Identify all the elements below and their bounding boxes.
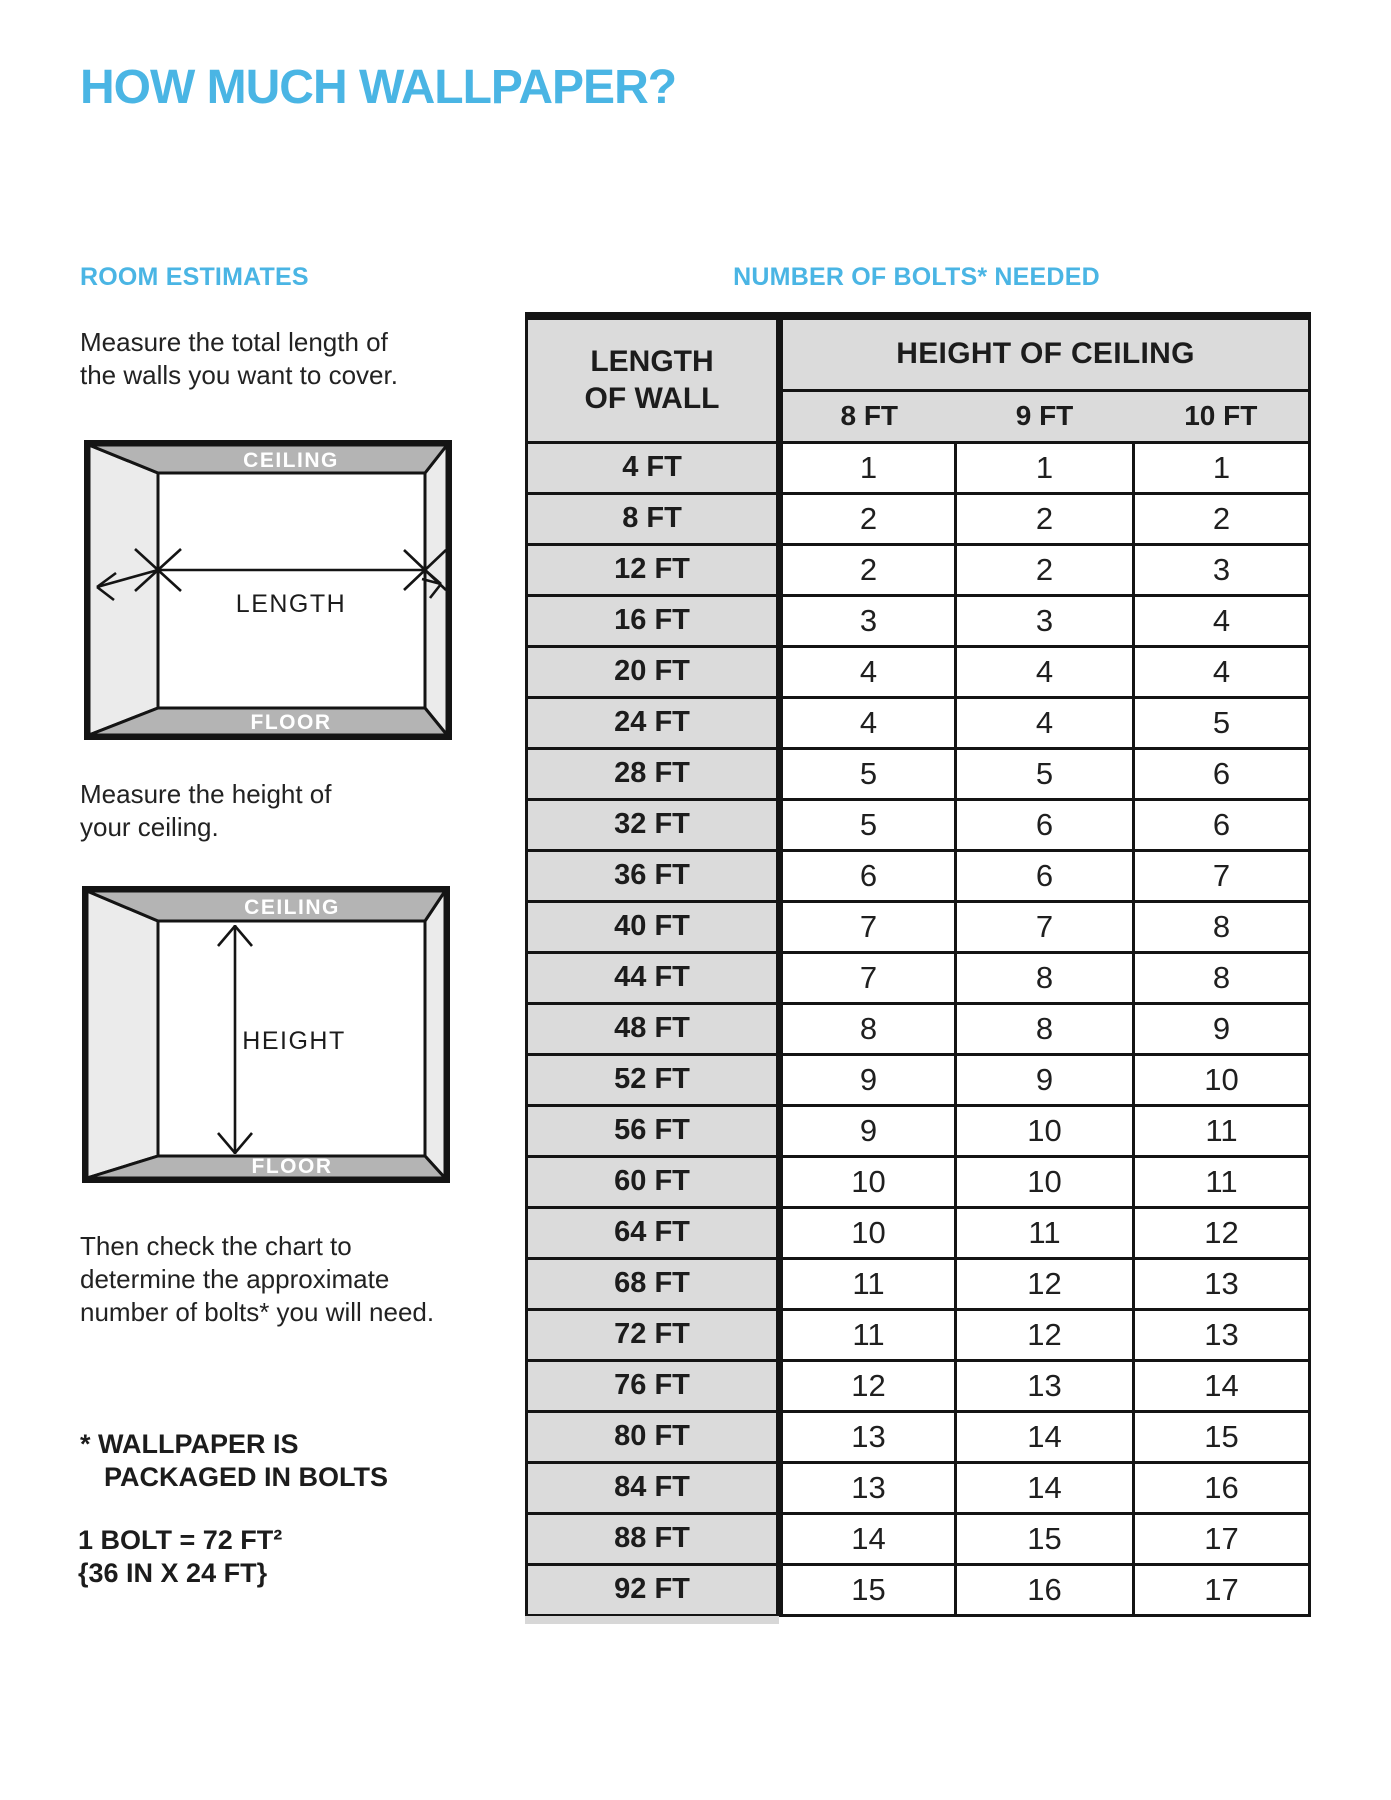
wall-length-cell: 28 FT	[527, 748, 780, 799]
wall-length-cell: 84 FT	[527, 1462, 780, 1513]
wall-length-cell: 40 FT	[527, 901, 780, 952]
wall-length-cell: 52 FT	[527, 1054, 780, 1105]
bolt-count-cell: 15	[956, 1513, 1134, 1564]
bolt-count-cell: 1	[956, 442, 1134, 493]
bolt-count-cell: 11	[780, 1258, 956, 1309]
bolt-count-cell: 4	[956, 697, 1134, 748]
table-row	[527, 1156, 1310, 1207]
bolt-count-cell: 4	[1134, 646, 1310, 697]
column-header-9ft: 9 FT	[956, 390, 1134, 442]
step2-line: Measure the height of	[80, 779, 332, 809]
left-wall	[87, 891, 158, 1178]
bolt-count-cell: 8	[780, 1003, 956, 1054]
wall-length-cell: 48 FT	[527, 1003, 780, 1054]
length-of-wall-header-line: OF WALL	[584, 382, 720, 416]
bolt-count-cell: 14	[956, 1411, 1134, 1462]
table-row	[527, 1105, 1310, 1156]
table-row	[527, 952, 1310, 1003]
column-header-10ft: 10 FT	[1134, 390, 1310, 442]
wall-length-cell: 24 FT	[527, 697, 780, 748]
bolt-count-cell: 17	[1134, 1564, 1310, 1615]
wall-length-cell: 8 FT	[527, 493, 780, 544]
wall-length-cell: 76 FT	[527, 1360, 780, 1411]
bolt-count-cell: 2	[1134, 493, 1310, 544]
bolt-count-cell: 5	[780, 748, 956, 799]
bolt-count-cell: 1	[780, 442, 956, 493]
bolt-count-cell: 5	[1134, 697, 1310, 748]
bolt-count-cell: 13	[1134, 1258, 1310, 1309]
table-row	[527, 1360, 1310, 1411]
bolt-count-cell: 9	[956, 1054, 1134, 1105]
bolt-count-cell: 8	[956, 1003, 1134, 1054]
wall-length-cell: 36 FT	[527, 850, 780, 901]
wall-length-cell: 72 FT	[527, 1309, 780, 1360]
bolt-count-cell: 11	[1134, 1105, 1310, 1156]
table-row	[527, 1003, 1310, 1054]
bolt-count-cell: 10	[780, 1207, 956, 1258]
bolt-count-cell: 4	[956, 646, 1134, 697]
bolt-count-cell: 9	[780, 1105, 956, 1156]
bolt-count-cell: 13	[780, 1411, 956, 1462]
bolt-count-cell: 16	[956, 1564, 1134, 1615]
bolt-count-cell: 11	[780, 1309, 956, 1360]
bolt-count-cell: 4	[780, 646, 956, 697]
length-label: LENGTH	[235, 590, 347, 618]
table-row	[527, 1462, 1310, 1513]
bolt-count-cell: 2	[956, 493, 1134, 544]
bolt-count-cell: 14	[1134, 1360, 1310, 1411]
wall-length-cell: 20 FT	[527, 646, 780, 697]
bolt-count-cell: 6	[956, 799, 1134, 850]
bolt-count-cell: 10	[956, 1156, 1134, 1207]
bolt-count-cell: 3	[1134, 544, 1310, 595]
wall-length-cell: 44 FT	[527, 952, 780, 1003]
length-of-wall-header-line: LENGTH	[590, 345, 714, 379]
bolt-count-cell: 13	[1134, 1309, 1310, 1360]
table-row	[527, 748, 1310, 799]
bolt-count-cell: 15	[1134, 1411, 1310, 1462]
wall-length-cell: 16 FT	[527, 595, 780, 646]
bolt-count-cell: 6	[1134, 799, 1310, 850]
step2-line: your ceiling.	[80, 812, 219, 842]
table-row	[527, 1054, 1310, 1105]
bolt-count-cell: 6	[956, 850, 1134, 901]
bolt-definition-line: {36 IN X 24 FT}	[78, 1558, 268, 1588]
bolt-count-cell: 11	[1134, 1156, 1310, 1207]
bolt-count-cell: 7	[780, 901, 956, 952]
step1-line: Measure the total length of	[80, 327, 388, 357]
bolt-count-cell: 5	[780, 799, 956, 850]
bolt-count-cell: 12	[956, 1309, 1134, 1360]
wall-length-cell: 92 FT	[527, 1564, 780, 1615]
room-height-diagram	[82, 886, 450, 1183]
table-row	[527, 595, 1310, 646]
bolt-count-cell: 12	[780, 1360, 956, 1411]
wall-length-cell: 64 FT	[527, 1207, 780, 1258]
wall-length-cell: 4 FT	[527, 442, 780, 493]
bolt-count-cell: 2	[780, 544, 956, 595]
column-header-8ft: 8 FT	[780, 390, 956, 442]
step3-text	[80, 1230, 434, 1329]
bolt-count-cell: 5	[956, 748, 1134, 799]
table-row	[527, 1207, 1310, 1258]
floor-label: FLOOR	[251, 1155, 333, 1178]
bolt-count-cell: 7	[780, 952, 956, 1003]
step3-line: Then check the chart to	[80, 1231, 352, 1261]
footnote-line: PACKAGED IN BOLTS	[104, 1462, 389, 1492]
bolt-count-cell: 15	[780, 1564, 956, 1615]
bolt-count-cell: 4	[780, 697, 956, 748]
bolt-count-cell: 9	[1134, 1003, 1310, 1054]
bolt-count-cell: 1	[1134, 442, 1310, 493]
table-row	[527, 493, 1310, 544]
table-row	[527, 544, 1310, 595]
step3-line: number of bolts* you will need.	[80, 1297, 435, 1327]
right-wall	[425, 891, 445, 1178]
footnote-line: * WALLPAPER IS	[80, 1429, 299, 1459]
wall-length-cell: 56 FT	[527, 1105, 780, 1156]
wall-length-cell: 32 FT	[527, 799, 780, 850]
step1-text	[80, 326, 398, 392]
floor-label: FLOOR	[250, 711, 332, 734]
bolt-definition	[78, 1524, 282, 1590]
height-label: HEIGHT	[242, 1027, 346, 1055]
table-row	[527, 799, 1310, 850]
table-shadow-strip	[525, 1616, 779, 1624]
bolt-count-cell: 11	[956, 1207, 1134, 1258]
bolt-count-cell: 12	[1134, 1207, 1310, 1258]
table-row	[527, 442, 1310, 493]
table-header-row	[527, 316, 1310, 390]
bolt-count-cell: 7	[1134, 850, 1310, 901]
bolt-count-cell: 9	[780, 1054, 956, 1105]
bolt-count-cell: 16	[1134, 1462, 1310, 1513]
ceiling-label: CEILING	[243, 449, 339, 472]
bolt-count-cell: 12	[956, 1258, 1134, 1309]
table-row	[527, 1309, 1310, 1360]
bolt-count-cell: 6	[1134, 748, 1310, 799]
bolt-count-cell: 13	[956, 1360, 1134, 1411]
bolt-footnote	[80, 1428, 388, 1494]
bolt-count-cell: 3	[780, 595, 956, 646]
step2-text	[80, 778, 332, 844]
ceiling-label: CEILING	[244, 896, 340, 919]
bolt-count-cell: 8	[1134, 901, 1310, 952]
bolts-table	[525, 312, 1311, 1617]
table-row	[527, 697, 1310, 748]
bolt-count-cell: 7	[956, 901, 1134, 952]
table-row	[527, 1411, 1310, 1462]
bolt-count-cell: 3	[956, 595, 1134, 646]
height-of-ceiling-header: HEIGHT OF CEILING	[780, 316, 1310, 390]
table-row	[527, 1513, 1310, 1564]
bolt-count-cell: 6	[780, 850, 956, 901]
bolt-count-cell: 10	[956, 1105, 1134, 1156]
wall-length-cell: 12 FT	[527, 544, 780, 595]
bolt-count-cell: 2	[780, 493, 956, 544]
bolts-table-body	[527, 442, 1310, 1615]
bolt-count-cell: 14	[780, 1513, 956, 1564]
bolts-table-container	[525, 312, 1308, 1617]
room-estimates-heading: ROOM ESTIMATES	[80, 263, 309, 291]
bolt-count-cell: 10	[1134, 1054, 1310, 1105]
bolt-count-cell: 8	[956, 952, 1134, 1003]
bolt-count-cell: 14	[956, 1462, 1134, 1513]
table-row	[527, 850, 1310, 901]
bolt-count-cell: 4	[1134, 595, 1310, 646]
bolt-count-cell: 10	[780, 1156, 956, 1207]
bolt-count-cell: 8	[1134, 952, 1310, 1003]
wall-length-cell: 68 FT	[527, 1258, 780, 1309]
table-row	[527, 1258, 1310, 1309]
bolt-count-cell: 2	[956, 544, 1134, 595]
bolt-count-cell: 17	[1134, 1513, 1310, 1564]
table-row	[527, 1564, 1310, 1615]
step3-line: determine the approximate	[80, 1264, 390, 1294]
wall-length-cell: 80 FT	[527, 1411, 780, 1462]
length-of-wall-header	[527, 316, 780, 442]
bolt-definition-line: 1 BOLT = 72 FT²	[78, 1525, 283, 1555]
bolt-count-cell: 13	[780, 1462, 956, 1513]
bolts-needed-heading: NUMBER OF BOLTS* NEEDED	[733, 263, 1100, 291]
table-row	[527, 646, 1310, 697]
page-title: HOW MUCH WALLPAPER?	[80, 61, 677, 114]
wall-length-cell: 60 FT	[527, 1156, 780, 1207]
room-length-diagram	[84, 440, 452, 740]
step1-line: the walls you want to cover.	[80, 360, 398, 390]
table-row	[527, 901, 1310, 952]
wall-length-cell: 88 FT	[527, 1513, 780, 1564]
